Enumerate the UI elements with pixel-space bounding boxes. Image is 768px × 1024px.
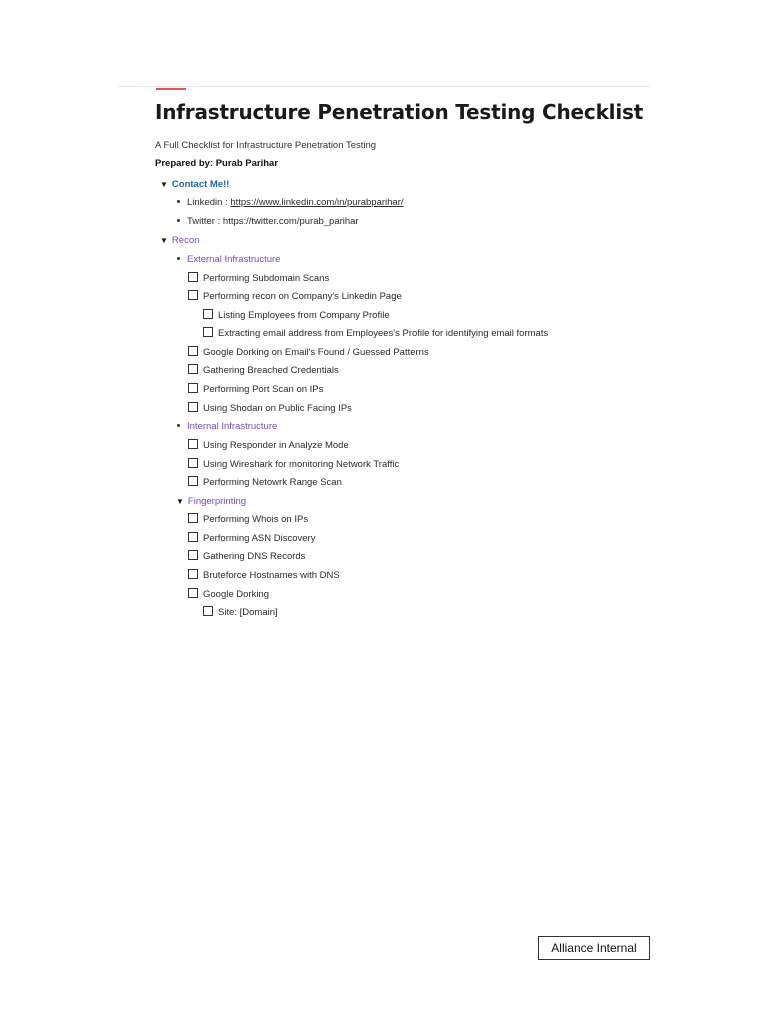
linkedin-link[interactable]: https://www.linkedin.com/in/purabparihar/	[230, 197, 404, 208]
checklist-item[interactable]	[203, 328, 548, 340]
bullet-icon	[177, 424, 180, 427]
checklist-item-label: Extracting email address from Employees's Profile for identifying email formats	[218, 328, 549, 339]
checklist-item-label: Performing ASN Discovery	[203, 533, 316, 544]
checklist-item-label: Performing Subdomain Scans	[203, 273, 330, 284]
external-infrastructure-label: External Infrastructure	[187, 254, 281, 265]
checkbox[interactable]	[188, 346, 198, 356]
external-infrastructure-heading	[177, 254, 280, 266]
recon-heading: Recon	[171, 235, 200, 246]
checkbox[interactable]	[203, 606, 213, 616]
checklist-item-label: Performing Netowrk Range Scan	[203, 477, 342, 488]
prepared-by	[155, 158, 655, 170]
checkbox[interactable]	[188, 439, 198, 449]
expanded-triangle-icon: ▼	[176, 497, 184, 506]
checkbox[interactable]	[188, 272, 198, 282]
checklist-item[interactable]	[203, 310, 390, 322]
document-title: Infrastructure Penetration Testing Checklist	[155, 100, 644, 124]
checklist-item-label: Using Shodan on Public Facing IPs	[203, 403, 352, 414]
checklist-item[interactable]	[203, 607, 278, 619]
checklist-item[interactable]	[188, 403, 352, 415]
checklist-item[interactable]	[188, 514, 308, 526]
checkbox[interactable]	[188, 458, 198, 468]
twitter-url: https://twitter.com/purab_parihar	[222, 216, 359, 227]
fingerprinting-label: Fingerprinting	[187, 496, 247, 507]
checklist-item[interactable]	[188, 273, 329, 285]
checklist-item[interactable]	[188, 589, 269, 601]
checkbox[interactable]	[188, 383, 198, 393]
top-divider	[118, 86, 650, 87]
checklist-item[interactable]	[188, 477, 342, 489]
expanded-triangle-icon: ▼	[160, 180, 168, 189]
checklist-item[interactable]	[188, 365, 339, 377]
document-subtitle: A Full Checklist for Infrastructure Penetration Testing	[155, 140, 377, 151]
checkbox[interactable]	[188, 513, 198, 523]
document-body	[155, 98, 655, 170]
checklist-item-label: Google Dorking	[203, 589, 270, 600]
linkedin-label: Linkedin :	[187, 197, 228, 208]
checkbox[interactable]	[188, 532, 198, 542]
contact-linkedin	[177, 197, 404, 209]
internal-infrastructure-label: Internal Infrastructure	[187, 421, 278, 432]
top-accent-mark	[156, 88, 186, 90]
checklist-item[interactable]	[188, 347, 429, 359]
checklist-item[interactable]	[188, 551, 305, 563]
expanded-triangle-icon: ▼	[160, 236, 168, 245]
checklist-item-label: Google Dorking on Email's Found / Guessed Patterns	[203, 347, 429, 358]
checklist-item[interactable]	[188, 459, 399, 471]
checkbox[interactable]	[188, 588, 198, 598]
checklist-item[interactable]	[188, 384, 323, 396]
checklist-item-label: Performing Whois on IPs	[203, 514, 309, 525]
checkbox[interactable]	[203, 309, 213, 319]
checklist-item-label: Performing recon on Company's Linkedin Page	[203, 291, 402, 302]
checkbox[interactable]	[188, 402, 198, 412]
contact-twitter	[177, 216, 359, 228]
checklist-item-label: Bruteforce Hostnames with DNS	[203, 570, 340, 581]
internal-infrastructure-heading	[177, 421, 277, 433]
checkbox[interactable]	[188, 476, 198, 486]
recon-section-toggle[interactable]	[160, 235, 199, 247]
bullet-icon	[177, 200, 180, 203]
classification-label: Alliance Internal	[538, 936, 650, 960]
prepared-by-label: Prepared by:	[155, 158, 214, 169]
checklist-item[interactable]	[188, 533, 315, 545]
checkbox[interactable]	[188, 290, 198, 300]
checklist-item[interactable]	[188, 570, 340, 582]
checklist-item-label: Performing Port Scan on IPs	[203, 384, 324, 395]
prepared-by-name: Purab Parihar	[215, 158, 279, 169]
checkbox[interactable]	[188, 364, 198, 374]
bullet-icon	[177, 257, 180, 260]
fingerprinting-section-toggle[interactable]	[176, 496, 246, 508]
checklist-item[interactable]	[188, 440, 349, 452]
contact-heading: Contact Me!!	[171, 179, 230, 190]
twitter-label: Twitter :	[187, 216, 221, 227]
checklist-item-label: Listing Employees from Company Profile	[218, 310, 390, 321]
checklist-item-label: Using Wireshark for monitoring Network Traffic	[203, 459, 400, 470]
checklist-item-label: Using Responder in Analyze Mode	[203, 440, 349, 451]
checklist-item-label: Gathering Breached Credentials	[203, 365, 339, 376]
checkbox[interactable]	[188, 550, 198, 560]
contact-section-toggle[interactable]	[160, 179, 229, 191]
checklist-item-label: Site: [Domain]	[218, 607, 278, 618]
checkbox[interactable]	[203, 327, 213, 337]
checklist-item-label: Gathering DNS Records	[203, 551, 306, 562]
checklist-item[interactable]	[188, 291, 402, 303]
checkbox[interactable]	[188, 569, 198, 579]
bullet-icon	[177, 219, 180, 222]
